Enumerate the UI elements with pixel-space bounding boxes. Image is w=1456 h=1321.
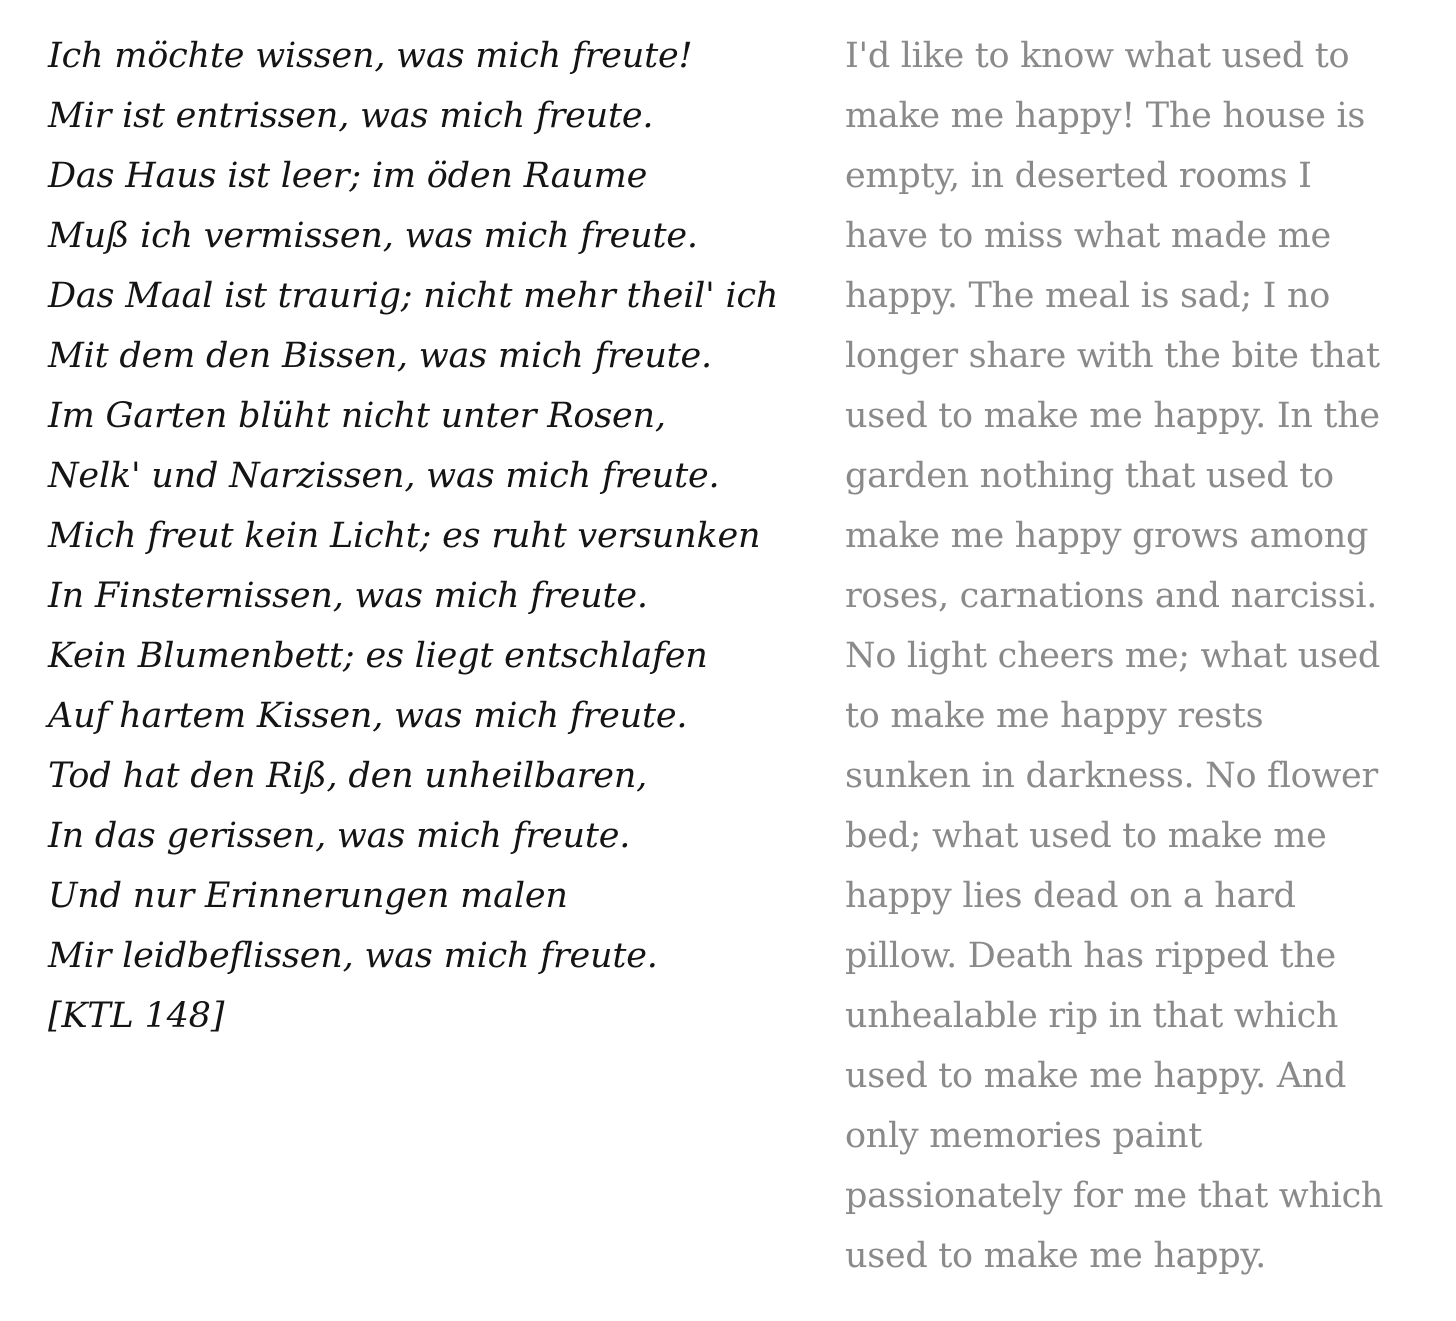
poem-line: Auf hartem Kissen, was mich freute. [48, 696, 688, 736]
poem-line: Das Haus ist leer; im öden Raume [48, 156, 648, 196]
poem-line: Kein Blumenbett; es liegt entschlafen [48, 636, 708, 676]
translation-line: No light cheers me; what used [845, 636, 1381, 676]
translation-line: I'd like to know what used to [845, 36, 1350, 76]
translation-line: garden nothing that used to [845, 456, 1334, 496]
poem-line: Im Garten blüht nicht unter Rosen, [48, 396, 666, 436]
poem-line: In das gerissen, was mich freute. [48, 816, 631, 856]
translation-line: empty, in deserted rooms I [845, 156, 1312, 196]
translation-line: roses, carnations and narcissi. [845, 576, 1378, 616]
translation-line: passionately for me that which [845, 1176, 1384, 1216]
translation-line: used to make me happy. In the [845, 396, 1380, 436]
english-translation [845, 32, 1405, 1292]
translation-line: used to make me happy. [845, 1236, 1267, 1276]
translation-line: bed; what used to make me [845, 816, 1327, 856]
poem-citation: [KTL 148] [48, 996, 225, 1036]
poem-line: In Finsternissen, was mich freute. [48, 576, 648, 616]
poem-line: Tod hat den Riß, den unheilbaren, [48, 756, 648, 796]
translation-line: happy lies dead on a hard [845, 876, 1296, 916]
poem-line: Mich freut kein Licht; es ruht versunken [48, 516, 761, 556]
translation-line: to make me happy rests [845, 696, 1264, 736]
translation-line: make me happy! The house is [845, 96, 1366, 136]
poem-line: Mir ist entrissen, was mich freute. [48, 96, 654, 136]
poem-line: Und nur Erinnerungen malen [48, 876, 568, 916]
translation-line: unhealable rip in that which [845, 996, 1339, 1036]
translation-line: have to miss what made me [845, 216, 1331, 256]
translation-line: only memories paint [845, 1116, 1202, 1156]
poem-line: Mit dem den Bissen, was mich freute. [48, 336, 712, 376]
poem-line: Ich möchte wissen, was mich freute! [48, 36, 693, 76]
german-poem [48, 32, 808, 1052]
translation-line: longer share with the bite that [845, 336, 1380, 376]
poem-line: Muß ich vermissen, was mich freute. [48, 216, 698, 256]
translation-line: pillow. Death has ripped the [845, 936, 1336, 976]
translation-line: happy. The meal is sad; I no [845, 276, 1331, 316]
translation-line: sunken in darkness. No flower [845, 756, 1378, 796]
poem-line: Das Maal ist traurig; nicht mehr theil' ich [48, 276, 779, 316]
translation-line: make me happy grows among [845, 516, 1369, 556]
poem-line: Mir leidbeflissen, was mich freute. [48, 936, 658, 976]
translation-line: used to make me happy. And [845, 1056, 1347, 1096]
poem-line: Nelk' und Narzissen, was mich freute. [48, 456, 720, 496]
